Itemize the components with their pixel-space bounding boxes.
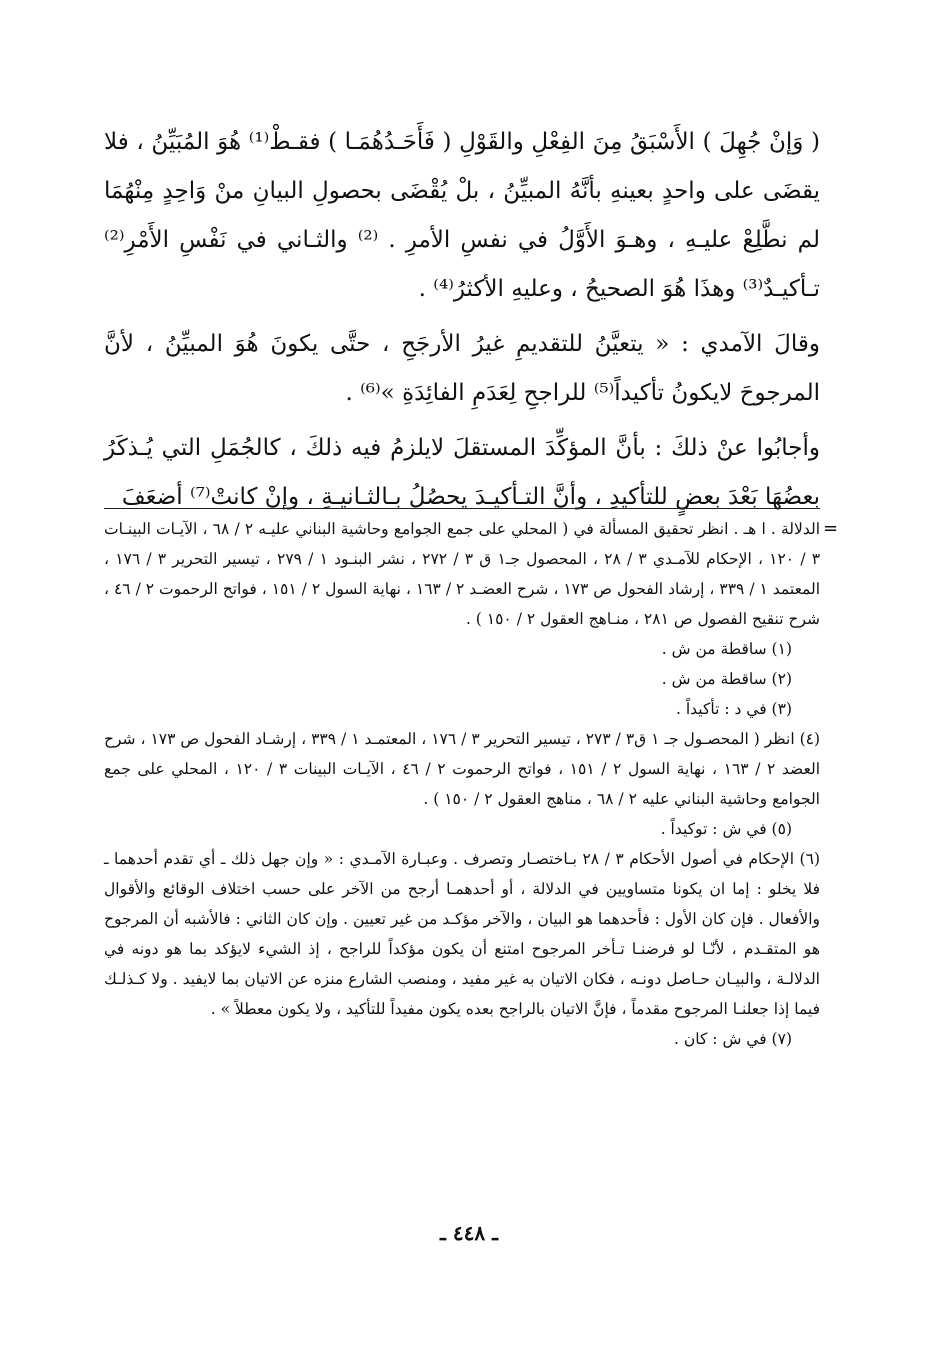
- footnote-5: (٥) في ش : توكيداً .: [660, 820, 792, 838]
- footnote-4: (٤) انظر ( المحصـول جـ ١ ق٣ / ٢٧٣ ، تيسير التحرير ٣ / ١٧٦ ، المعتمـد ١ / ٣٣٩ ، إرشـاد الفحول ص ١٧٣ ، شرح العضد ٢ / ١٦٣ ، نهاية السول ٢ / ١٥١ ، فواتح الرحموت ٢ / ٤٦ ، الآيـات البينات ٣ / ١٢٠ ، المحلي على جمع الجوامع وحاشية البناني عليه ٢ / ٦٨ ، مناهج العقول ٢ / ١٥٠ ) .: [104, 730, 821, 808]
- main-paragraph-2: وقالَ الآمدي : « يتعيَّنُ للتقديمِ غيرُ الأرجَحِ ، حتَّى يكونَ هُوَ المبيِّنُ ، لأنَّ المرجوحَ لايكونُ تأكيداً⁽⁵⁾ للراجحِ لِعَدَمِ الفائِدَةِ »⁽⁶⁾ .: [104, 331, 820, 406]
- footnotes: [104, 514, 820, 1054]
- footnote-7: (٧) في ش : كان .: [674, 1030, 792, 1048]
- footnote-6: (٦) الإحكام في أصول الأحكام ٣ / ٢٨ بـاختصـار وتصرف . وعبـارة الآمـدي : « وإن جهل ذلك ـ أي تقدم أحدهما ـ فلا يخلو : إما ان يكونا متساويين في الدلالة ، أو أحدهمـا أرجح من الآخر على حسب اختلاف الوقائع والأقوال والأفعال . فإن كان الأول : فأحدهما هو البيان ، والآخر مؤكـد من غير تعيين . وإن كان الثاني : فالأشبه أن المرجوح هو المتقـدم ، لأنّـا لو فرضنـا تـأخر المرجوح امتنع أن يكون مؤكداً للراجح ، إذ الشيء لايؤكد بما هو دونه في الدلالـة ، والبيـان حـاصل دونـه ، فكان الاتيان به غير مفيد ، ومنصب الشارع منزه عن الاتيان بما لايفيد . ولا كـذلـك فيما إذا جعلنـا المرجوح مقدماً ، فإنَّ الاتيان بالراجح بعده يكون مفيداً للتأكيد ، ولا يكون معطلاً » .: [104, 850, 820, 1018]
- footnote-3: (٣) في د : تأكيداً .: [676, 700, 792, 718]
- page-number: ـ ٤٤٨ ـ: [440, 1221, 498, 1245]
- main-paragraph-1: ( وَإنْ جُهِلَ ) الأَسْبَقُ مِنَ الفِعْلِ والقَوْلِ ( فَأَحَـدُهُمَـا ) فقـطْ⁽¹⁾ هُوَ المُبَيِّنُ ، فلا يقضَى على واحدٍ بعينهِ بأنَّهُ المبيِّنُ ، بلْ يُقْضَى بحصولِ البيانِ منْ وَاحِدٍ مِنْهُمَا لم نطَّلِعْ عليـهِ ، وهـوَ الأَوَّلُ في نفسِ الأمرِ . ⁽²⁾ والثـاني في نَفْسِ الأَمْرِ⁽²⁾ تـأكيـدٌ⁽³⁾ وهذَا هُوَ الصحيحُ ، وعليهِ الأكثرُ⁽⁴⁾ .: [104, 129, 821, 302]
- footnote-1: (١) ساقطة من ش .: [661, 640, 792, 658]
- main-paragraph-3: وأجابُوا عنْ ذلكَ : بأنَّ المؤكِّدَ المستقلَ لايلزمُ فيه ذلكَ ، كالجُمَلِ التي يُـذكَرُ بعضُهَا بَعْدَ بعضٍ للتأكيدِ ، وأنَّ التـأكيـدَ يحصُلُ بـالثـانيـةِ ، وإنْ كانتْ⁽⁷⁾ أضعَفَ: [104, 435, 820, 510]
- footnote-divider: [104, 508, 820, 509]
- footnote-continuation-marker: =: [823, 518, 839, 539]
- footnote-2: (٢) ساقطة من ش .: [661, 670, 792, 688]
- main-text: [104, 118, 820, 528]
- footnote-continuation: الدلالة . ا هـ . انظر تحقيق المسألة في ( المحلي على جمع الجوامع وحاشية البناني عليـه ٢ / ٦٨ ، الآيـات البينـات ٣ / ١٢٠ ، الإحكام للآمـدي ٣ / ٢٨ ، المحصول جـ١ ق ٣ / ٢٧٢ ، نشر البنـود ١ / ٢٧٩ ، تيسير التحرير ٣ / ١٧٦ ، المعتمد ١ / ٣٣٩ ، إرشاد الفحول ص ١٧٣ ، شرح العضـد ٢ / ١٦٣ ، نهاية السول ٢ / ١٥١ ، فواتح الرحموت ٢ / ٤٦ ، شرح تنقيح الفصول ص ٢٨١ ، منـاهج العقول ٢ / ١٥٠ ) .: [104, 520, 821, 628]
